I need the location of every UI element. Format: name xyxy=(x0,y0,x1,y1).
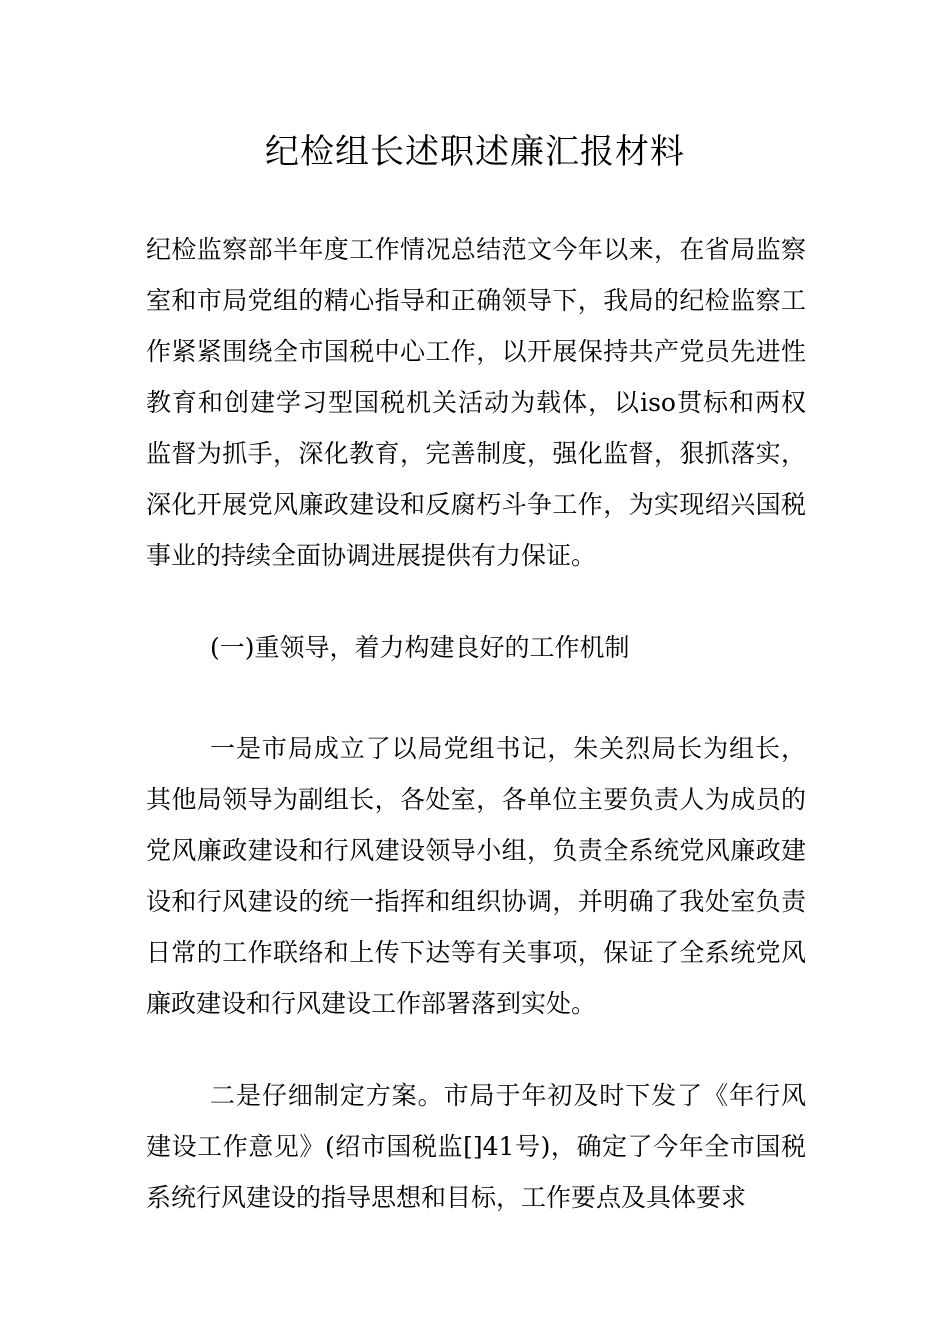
body-paragraph: 二是仔细制定方案。市局于年初及时下发了《年行风建设工作意见》(绍市国税监[]41号)，确定了今年全市国税系统行风建设的指导思想和目标，工作要点及具体要求 xyxy=(146,1081,806,1212)
document-title: 纪检组长述职述廉汇报材料 xyxy=(265,132,685,172)
intro-paragraph: 纪检监察部半年度工作情况总结范文今年以来，在省局监察室和市局党组的精心指导和正确领导下，我局的纪检监察工作紧紧围绕全市国税中心工作，以开展保持共产党员先进性教育和创建学习型国税机关活动为载体，以iso贯标和两权监督为抓手，深化教育，完善制度，强化监督，狠抓落实，深化开展党风廉政建设和反腐朽斗争工作，为实现绍兴国税事业的持续全面协调进展提供有力保证。 xyxy=(146,235,806,570)
body-paragraph: 一是市局成立了以局党组书记，朱关烈局长为组长，其他局领导为副组长，各处室，各单位主要负责人为成员的党风廉政建设和行风建设领导小组，负责全系统党风廉政建设和行风建设的统一指挥和组织协调，并明确了我处室负责日常的工作联络和上传下达等有关事项，保证了全系统党风廉政建设和行风建设工作部署落到实处。 xyxy=(146,734,806,1018)
section-heading: (一)重领导，着力构建良好的工作机制 xyxy=(210,633,630,662)
